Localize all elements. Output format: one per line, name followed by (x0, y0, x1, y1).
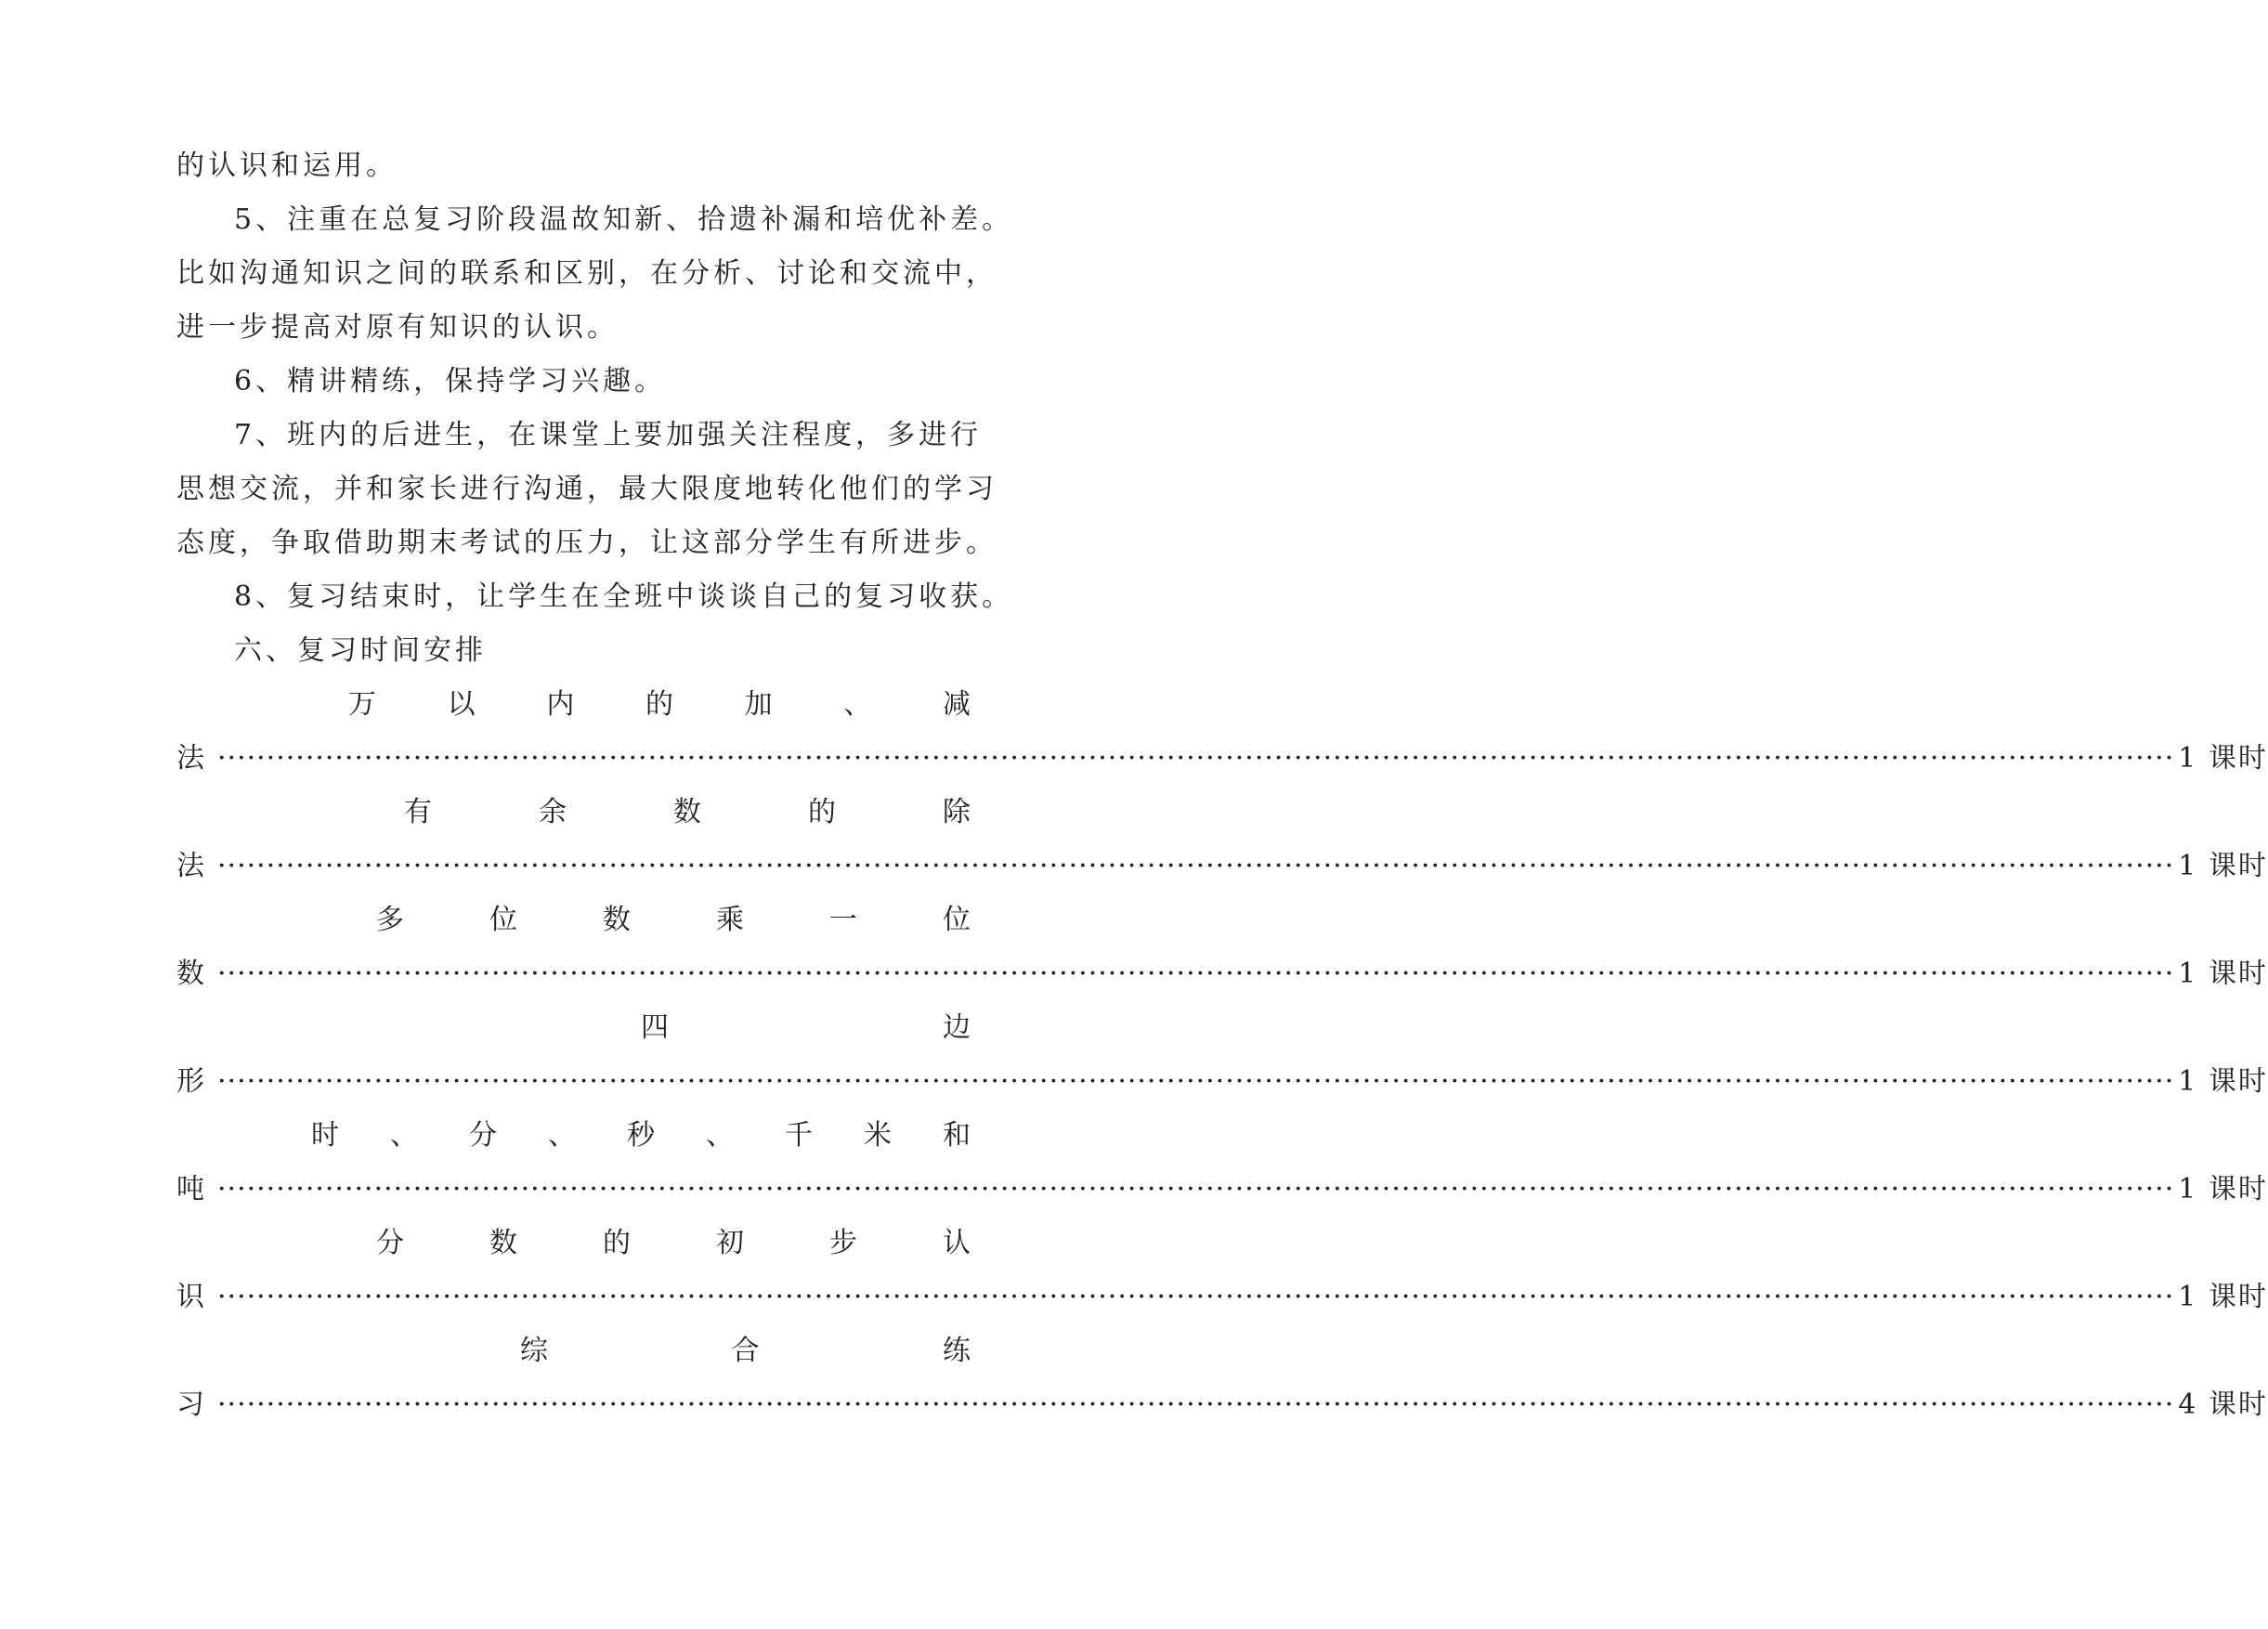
schedule-title-char: 千 (785, 1119, 813, 1152)
schedule-hours: 1 课时 (2178, 1173, 2268, 1205)
point-6: 6、精讲精练，保持学习兴趣。 (234, 365, 667, 397)
schedule-title-char: 数 (489, 1227, 517, 1259)
schedule-title-char: 米 (864, 1119, 892, 1152)
dot-leader: ········································································································································································································ (217, 1388, 2175, 1421)
schedule-item-title (176, 1217, 971, 1271)
point-5-line-2: 比如沟通知识之间的联系和区别，在分析、讨论和交流中， (176, 257, 997, 290)
point-7-line-2: 思想交流，并和家长进行沟通，最大限度地转化他们的学习 (176, 473, 997, 505)
schedule-title-char: 的 (603, 1227, 631, 1259)
schedule-title-char: 边 (943, 1011, 971, 1044)
schedule-title-char: 万 (348, 688, 376, 721)
document-page (176, 139, 2268, 1432)
schedule-title-char: 位 (489, 904, 517, 936)
schedule-list (176, 678, 2268, 1432)
schedule-item-title (176, 786, 971, 840)
section-heading: 六、复习时间安排 (234, 634, 487, 667)
schedule-hours: 1 课时 (2178, 742, 2268, 775)
dot-leader: ········································································································································································································ (217, 742, 2175, 775)
schedule-hours: 1 课时 (2178, 1065, 2268, 1098)
point-5-line-1: 5、注重在总复习阶段温故知新、拾遗补漏和培优补差。 (234, 203, 1014, 236)
point-8: 8、复习结束时，让学生在全班中谈谈自己的复习收获。 (234, 580, 1014, 613)
schedule-item-title (176, 893, 971, 947)
schedule-title-char: 分 (376, 1227, 404, 1259)
schedule-title-char: 内 (546, 688, 575, 721)
schedule-hours: 4 课时 (2178, 1388, 2268, 1421)
schedule-title-char: 综 (520, 1335, 548, 1367)
schedule-title-char: 分 (469, 1119, 497, 1152)
dot-leader: ········································································································································································································ (217, 958, 2175, 990)
schedule-hours: 1 课时 (2178, 850, 2268, 882)
schedule-title-last-char: 数 (176, 958, 204, 990)
schedule-hours: 1 课时 (2178, 1281, 2268, 1313)
schedule-title-char: 、 (548, 1119, 576, 1152)
schedule-title-char: 认 (943, 1227, 971, 1259)
schedule-title-char: 和 (943, 1119, 971, 1152)
schedule-item-leader (176, 1378, 2268, 1432)
schedule-title-char: 余 (539, 796, 567, 828)
dot-leader: ········································································································································································································ (217, 1281, 2175, 1313)
schedule-title-char: 步 (829, 1227, 857, 1259)
schedule-item-leader (176, 947, 2268, 1001)
schedule-title-char: 乘 (716, 904, 744, 936)
dot-leader: ········································································································································································································ (217, 1065, 2175, 1098)
schedule-title-last-char: 法 (176, 850, 204, 882)
schedule-title-last-char: 吨 (176, 1173, 204, 1205)
point-7-line-1: 7、班内的后进生，在课堂上要加强关注程度，多进行 (234, 419, 983, 451)
schedule-title-char: 秒 (627, 1119, 655, 1152)
schedule-title-char: 的 (808, 796, 836, 828)
dot-leader: ········································································································································································································ (217, 1173, 2175, 1205)
schedule-title-last-char: 识 (176, 1281, 204, 1313)
schedule-title-char: 、 (390, 1119, 418, 1152)
schedule-item-title (176, 1109, 971, 1163)
schedule-title-char: 减 (942, 688, 971, 721)
schedule-item-leader (176, 1163, 2268, 1217)
paragraph-continuation: 的认识和运用。 (176, 150, 398, 182)
schedule-title-char: 、 (843, 688, 872, 721)
schedule-title-char: 除 (943, 796, 971, 828)
schedule-item-title (176, 678, 971, 732)
schedule-title-char: 数 (673, 796, 701, 828)
schedule-item-leader (176, 840, 2268, 893)
schedule-title-char: 数 (603, 904, 631, 936)
schedule-item-leader (176, 1271, 2268, 1324)
schedule-item-title (176, 1324, 971, 1378)
schedule-title-char: 以 (447, 688, 476, 721)
point-7-line-3: 态度，争取借助期末考试的压力，让这部分学生有所进步。 (176, 527, 997, 559)
schedule-hours: 1 课时 (2178, 958, 2268, 990)
schedule-title-char: 一 (829, 904, 857, 936)
schedule-title-char: 合 (731, 1335, 760, 1367)
schedule-title-char: 练 (943, 1335, 971, 1367)
dot-leader: ········································································································································································································ (217, 850, 2175, 882)
schedule-item-leader (176, 1055, 2268, 1109)
point-5-line-3: 进一步提高对原有知识的认识。 (176, 311, 619, 344)
schedule-title-char: 位 (943, 904, 971, 936)
schedule-title-last-char: 法 (176, 742, 204, 775)
schedule-title-char: 初 (716, 1227, 744, 1259)
schedule-title-char: 、 (706, 1119, 734, 1152)
schedule-title-char: 时 (311, 1119, 339, 1152)
schedule-item-leader (176, 732, 2268, 786)
schedule-title-char: 多 (376, 904, 404, 936)
schedule-item-title (176, 1001, 971, 1055)
schedule-title-char: 加 (744, 688, 773, 721)
schedule-title-char: 有 (404, 796, 432, 828)
schedule-title-char: 四 (641, 1011, 669, 1044)
schedule-title-char: 的 (645, 688, 673, 721)
schedule-title-last-char: 习 (176, 1388, 204, 1421)
schedule-title-last-char: 形 (176, 1065, 204, 1098)
